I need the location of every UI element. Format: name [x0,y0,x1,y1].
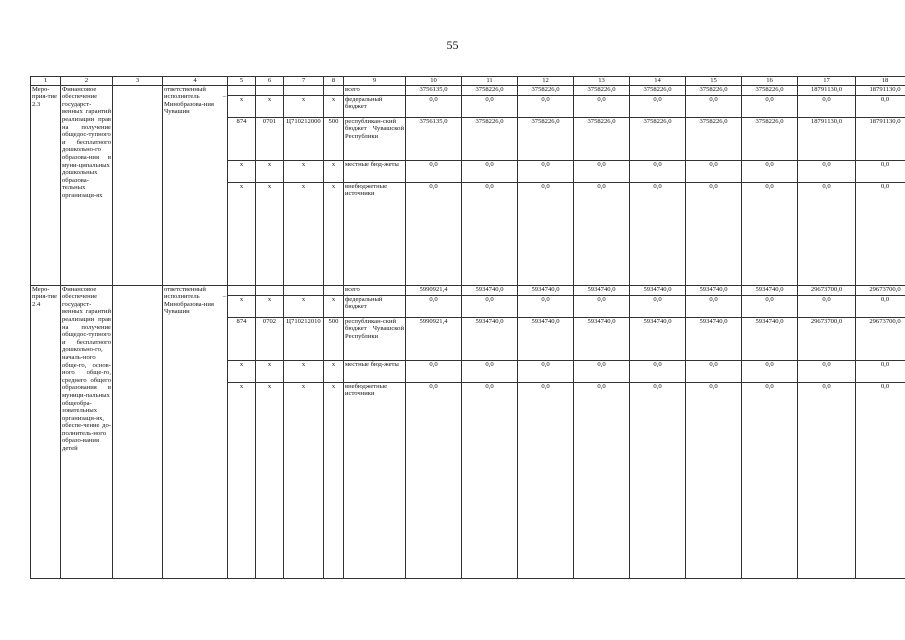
code-cell-7 [284,285,324,295]
value-cell: 0,0 [686,295,742,317]
value-cell: 3756135,0 [406,117,462,160]
code-cell-5: x [228,382,256,578]
code-cell-6: x [256,95,284,117]
code-cell-6: x [256,382,284,578]
description-cell: Финансовое обеспечение государст-венных гарантий реализации прав на получение общедос-тупного и бесплатного дошкольно-го образова-ния в муни-ципальных дошкольных образова-тельных организаци-ях [61,85,113,285]
value-cell: 0,0 [742,295,798,317]
code-cell-7: x [284,182,324,285]
value-cell: 0,0 [742,95,798,117]
table-body [31,77,905,579]
value-cell: 0,0 [742,182,798,285]
code-cell-8: 500 [324,317,344,360]
table-row [31,285,905,295]
value-cell: 5934740,0 [462,317,518,360]
executor-cell: ответственный исполнитель – Минобразова-ния Чувашии [163,85,228,285]
value-cell: 0,0 [462,160,518,182]
value-cell: 0,0 [462,95,518,117]
value-cell: 0,0 [462,182,518,285]
value-cell: 0,0 [856,160,905,182]
code-cell-7: x [284,382,324,578]
funding-source-cell: федеральный бюджет [344,95,406,117]
code-cell-7: x [284,360,324,382]
value-cell: 0,0 [574,382,630,578]
value-cell: 18791130,0 [798,85,856,95]
code-cell-6: x [256,182,284,285]
column-number-9: 9 [344,77,406,86]
column-number-2: 2 [61,77,113,86]
value-cell: 0,0 [462,360,518,382]
value-cell: 0,0 [406,382,462,578]
value-cell: 0,0 [462,382,518,578]
code-cell-5 [228,285,256,295]
column-number-16: 16 [742,77,798,86]
value-cell: 3758226,0 [686,85,742,95]
value-cell: 0,0 [518,160,574,182]
code-cell-8: 500 [324,117,344,160]
code-cell-6 [256,285,284,295]
budget-table [30,76,905,579]
value-cell: 3758226,0 [630,117,686,160]
column-number-13: 13 [574,77,630,86]
column-number-7: 7 [284,77,324,86]
value-cell: 0,0 [574,95,630,117]
value-cell: 5934740,0 [630,285,686,295]
value-cell: 0,0 [686,382,742,578]
code-cell-7: x [284,295,324,317]
value-cell: 0,0 [462,295,518,317]
value-cell: 0,0 [518,95,574,117]
value-cell: 5934740,0 [742,285,798,295]
value-cell: 0,0 [630,360,686,382]
executor-cell: ответственный исполнитель – Минобразова-ния Чувашии [163,285,228,578]
code-cell-8: x [324,295,344,317]
value-cell: 3758226,0 [630,85,686,95]
value-cell: 5934740,0 [630,317,686,360]
value-cell: 0,0 [574,160,630,182]
page-number: 55 [446,38,459,52]
value-cell: 3758226,0 [518,85,574,95]
column-number-5: 5 [228,77,256,86]
column-number-3: 3 [113,77,163,86]
value-cell: 0,0 [686,360,742,382]
empty-cell [113,285,163,578]
value-cell: 0,0 [686,182,742,285]
code-cell-5: 874 [228,117,256,160]
value-cell: 5934740,0 [686,285,742,295]
column-number-14: 14 [630,77,686,86]
value-cell: 0,0 [406,160,462,182]
code-cell-7: Ц710212010 [284,317,324,360]
value-cell: 5934740,0 [742,317,798,360]
description-cell: Финансовое обеспечение государст-венных гарантий реализации прав на получение общедос-тупного и бесплатного дошкольно-го, началь-ного обще-го, основ-ного обще-го, среднего общего образования в муници-пальных общеобра-зовательных организаци-ях, обеспе-чение до-полнитель-ного образо-вания детей [61,285,113,578]
value-cell: 0,0 [856,95,905,117]
value-cell: 0,0 [798,182,856,285]
value-cell: 29673700,0 [856,285,905,295]
code-cell-7 [284,85,324,95]
value-cell: 5934740,0 [518,285,574,295]
value-cell: 0,0 [686,95,742,117]
funding-source-cell: федеральный бюджет [344,295,406,317]
value-cell: 3758226,0 [462,117,518,160]
value-cell: 3756135,0 [406,85,462,95]
value-cell: 18791130,0 [856,117,905,160]
value-cell: 0,0 [798,360,856,382]
value-cell: 0,0 [742,160,798,182]
column-number-12: 12 [518,77,574,86]
code-cell-8: x [324,382,344,578]
value-cell: 5934740,0 [518,317,574,360]
value-cell: 5934740,0 [462,285,518,295]
code-cell-5: x [228,182,256,285]
value-cell: 0,0 [630,382,686,578]
value-cell: 3758226,0 [742,117,798,160]
table-row [31,85,905,95]
code-cell-8 [324,285,344,295]
value-cell: 0,0 [406,295,462,317]
column-number-11: 11 [462,77,518,86]
value-cell: 0,0 [406,95,462,117]
code-cell-5: x [228,360,256,382]
column-number-15: 15 [686,77,742,86]
column-number-8: 8 [324,77,344,86]
value-cell: 3758226,0 [462,85,518,95]
empty-cell [113,85,163,285]
value-cell: 0,0 [798,382,856,578]
code-cell-5: x [228,95,256,117]
column-number-10: 10 [406,77,462,86]
code-cell-6: 0701 [256,117,284,160]
code-cell-6: x [256,360,284,382]
code-cell-6: x [256,160,284,182]
value-cell: 5934740,0 [574,317,630,360]
funding-source-cell: всего [344,85,406,95]
funding-source-cell: местные бюд-жеты [344,160,406,182]
column-number-row [31,77,905,86]
code-cell-7: x [284,160,324,182]
code-cell-7: x [284,95,324,117]
funding-source-cell: республикан-ский бюджет Чувашской Республики [344,317,406,360]
value-cell: 0,0 [630,95,686,117]
value-cell: 0,0 [798,95,856,117]
value-cell: 0,0 [798,295,856,317]
value-cell: 0,0 [798,160,856,182]
code-cell-5: x [228,295,256,317]
value-cell: 0,0 [630,295,686,317]
value-cell: 18791130,0 [798,117,856,160]
value-cell: 0,0 [686,160,742,182]
code-cell-7: Ц710212000 [284,117,324,160]
value-cell: 0,0 [518,295,574,317]
code-cell-8: x [324,160,344,182]
value-cell: 0,0 [406,360,462,382]
funding-source-cell: республикан-ский бюджет Чувашской Республики [344,117,406,160]
value-cell: 0,0 [406,182,462,285]
funding-source-cell: местные бюд-жеты [344,360,406,382]
value-cell: 29673700,0 [856,317,905,360]
value-cell: 0,0 [856,382,905,578]
value-cell: 29673700,0 [798,285,856,295]
code-cell-6: 0702 [256,317,284,360]
value-cell: 0,0 [574,182,630,285]
value-cell: 0,0 [856,295,905,317]
value-cell: 0,0 [742,360,798,382]
column-number-1: 1 [31,77,61,86]
value-cell: 0,0 [742,382,798,578]
column-number-6: 6 [256,77,284,86]
value-cell: 29673700,0 [798,317,856,360]
value-cell: 0,0 [518,182,574,285]
value-cell: 3758226,0 [742,85,798,95]
code-cell-6: x [256,295,284,317]
funding-source-cell: внебюджетные источники [344,382,406,578]
column-number-18: 18 [856,77,905,86]
value-cell: 0,0 [856,360,905,382]
value-cell: 0,0 [574,295,630,317]
column-number-4: 4 [163,77,228,86]
value-cell: 5934740,0 [574,285,630,295]
value-cell: 18791130,0 [856,85,905,95]
code-cell-5: 874 [228,317,256,360]
value-cell: 5990921,4 [406,285,462,295]
funding-source-cell: всего [344,285,406,295]
value-cell: 3758226,0 [574,117,630,160]
value-cell: 0,0 [630,160,686,182]
code-cell-8: x [324,182,344,285]
value-cell: 0,0 [518,382,574,578]
value-cell: 3758226,0 [518,117,574,160]
value-cell: 3758226,0 [574,85,630,95]
value-cell: 5990921,4 [406,317,462,360]
value-cell: 3758226,0 [686,117,742,160]
value-cell: 5934740,0 [686,317,742,360]
funding-source-cell: внебюджетные источники [344,182,406,285]
code-cell-8 [324,85,344,95]
column-number-17: 17 [798,77,856,86]
event-name-cell: Меро-прия-тие 2.3 [31,85,61,285]
code-cell-6 [256,85,284,95]
value-cell: 0,0 [630,182,686,285]
code-cell-8: x [324,95,344,117]
code-cell-8: x [324,360,344,382]
code-cell-5 [228,85,256,95]
code-cell-5: x [228,160,256,182]
event-name-cell: Меро-прия-тие 2.4 [31,285,61,578]
value-cell: 0,0 [574,360,630,382]
value-cell: 0,0 [518,360,574,382]
value-cell: 0,0 [856,182,905,285]
